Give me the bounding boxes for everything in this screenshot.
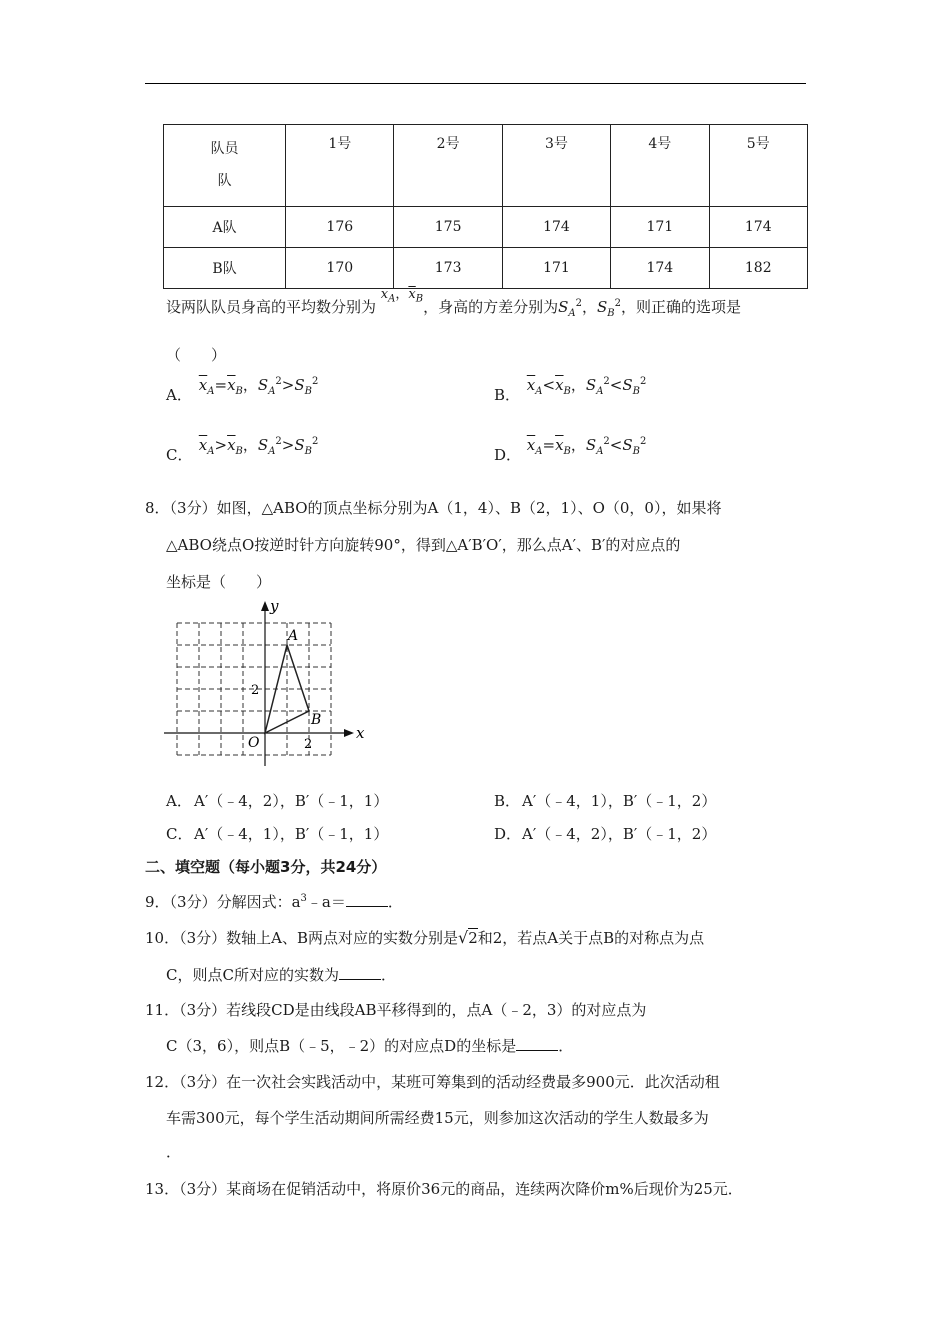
row-team: A队 [164, 207, 286, 248]
q7-paren: （ ） [166, 346, 227, 364]
q7-option-d: D． $\overline{x}_A=\overline{x}_B$，$S_A^2<S_B^2$ [494, 436, 647, 464]
table-cell: 182 [709, 248, 807, 289]
col-header-4: 4号 [611, 125, 709, 207]
label-x: x [356, 724, 365, 742]
table-cell: 170 [286, 248, 394, 289]
answer-blank[interactable] [339, 965, 381, 980]
table-cell: 171 [502, 248, 610, 289]
table-cell: 174 [611, 248, 709, 289]
q8-option-a: A． A′（﹣4，2），B′（﹣1，1） [166, 792, 389, 810]
q9: 9．（3分）分解因式：$a^3﹣a=$ ． [145, 893, 403, 911]
coordinate-figure [162, 598, 372, 770]
height-table [163, 124, 808, 289]
q10-line-2: C，则点C所对应的实数为 ． [166, 966, 396, 984]
header-rule [145, 83, 806, 84]
q8-option-d: D．A′（﹣4，2），B′（﹣1，2） [494, 825, 717, 843]
q12-line-2: 车需300元，每个学生活动期间所需经费15元，则参加这次活动的学生人数最多为 [166, 1109, 709, 1127]
tick-x: 2 [304, 737, 313, 752]
corner-top: 队员 [210, 141, 239, 157]
table-corner-cell [164, 125, 286, 207]
table-cell: 176 [286, 207, 394, 248]
q7-option-b: B． $\overline{x}_A<\overline{x}_B$，$S_A^2<S_B^2$ [494, 376, 647, 404]
table-cell: 173 [394, 248, 502, 289]
q8-option-b: B． A′（﹣4，1），B′（﹣1，2） [494, 792, 717, 810]
table-cell: 175 [394, 207, 502, 248]
table-cell: 174 [709, 207, 807, 248]
label-a: A [288, 628, 299, 644]
table-row [164, 248, 808, 289]
label-y: y [270, 598, 279, 615]
q13-line-1: 13．（3分）某商场在促销活动中，将原价36元的商品，连续两次降价m%后现价为25元． [145, 1180, 743, 1198]
col-header-2: 2号 [394, 125, 502, 207]
corner-bottom: 队 [217, 173, 232, 189]
q7-means: $x_A$，$\overline{x}_B$ [380, 287, 424, 305]
table-header-row [164, 125, 808, 207]
q7-stem: 设两队队员身高的平均数分别为 $x_A$，$\overline{x}_B$，身高的方差分别为$S_A^2$，$S_B^2$，则正确的选项是 [166, 287, 742, 319]
answer-blank[interactable] [346, 892, 388, 907]
col-header-3: 3号 [502, 125, 610, 207]
q8-line-1: 8．（3分）如图，△ABO的顶点坐标分别为A（1，4）、B（2，1）、O（0，0），如果将 [145, 499, 722, 517]
q12-line-1: 12．（3分）在一次社会实践活动中，某班可筹集到的活动经费最多900元．此次活动租 [145, 1073, 720, 1091]
tick-y: 2 [251, 683, 260, 698]
q8-line-3: 坐标是（ ） [166, 573, 272, 591]
col-header-5: 5号 [709, 125, 807, 207]
row-team: B队 [164, 248, 286, 289]
q11-line-1: 11．（3分）若线段CD是由线段AB平移得到的，点A（﹣2，3）的对应点为 [145, 1001, 647, 1019]
q8-option-c: C． A′（﹣4，1），B′（﹣1，1） [166, 825, 389, 843]
q7-option-a: A． $\overline{x}_A=\overline{x}_B$，$S_A^2>S_B^2$ [166, 376, 319, 404]
answer-blank[interactable] [516, 1036, 558, 1051]
col-header-1: 1号 [286, 125, 394, 207]
table-row [164, 207, 808, 248]
label-b: B [311, 712, 322, 728]
q7-option-c: C． $\overline{x}_A>\overline{x}_B$，$S_A^2>S_B^2$ [166, 436, 319, 464]
table-cell: 174 [502, 207, 610, 248]
section-2-title: 二、填空题（每小题3分，共24分） [145, 858, 387, 876]
label-o: O [248, 735, 260, 751]
table-cell: 171 [611, 207, 709, 248]
q12-line-3: ． [166, 1143, 182, 1161]
q11-line-2: C（3，6），则点B（﹣5，﹣2）的对应点D的坐标是 ． [166, 1037, 574, 1055]
q10-line-1: 10．（3分）数轴上A、B两点对应的实数分别是√2和2，若点A关于点B的对称点为点 [145, 928, 705, 947]
q8-line-2: △ABO绕点O按逆时针方向旋转90°，得到△A′B′O′，那么点A′、B′的对应点的 [166, 536, 681, 554]
